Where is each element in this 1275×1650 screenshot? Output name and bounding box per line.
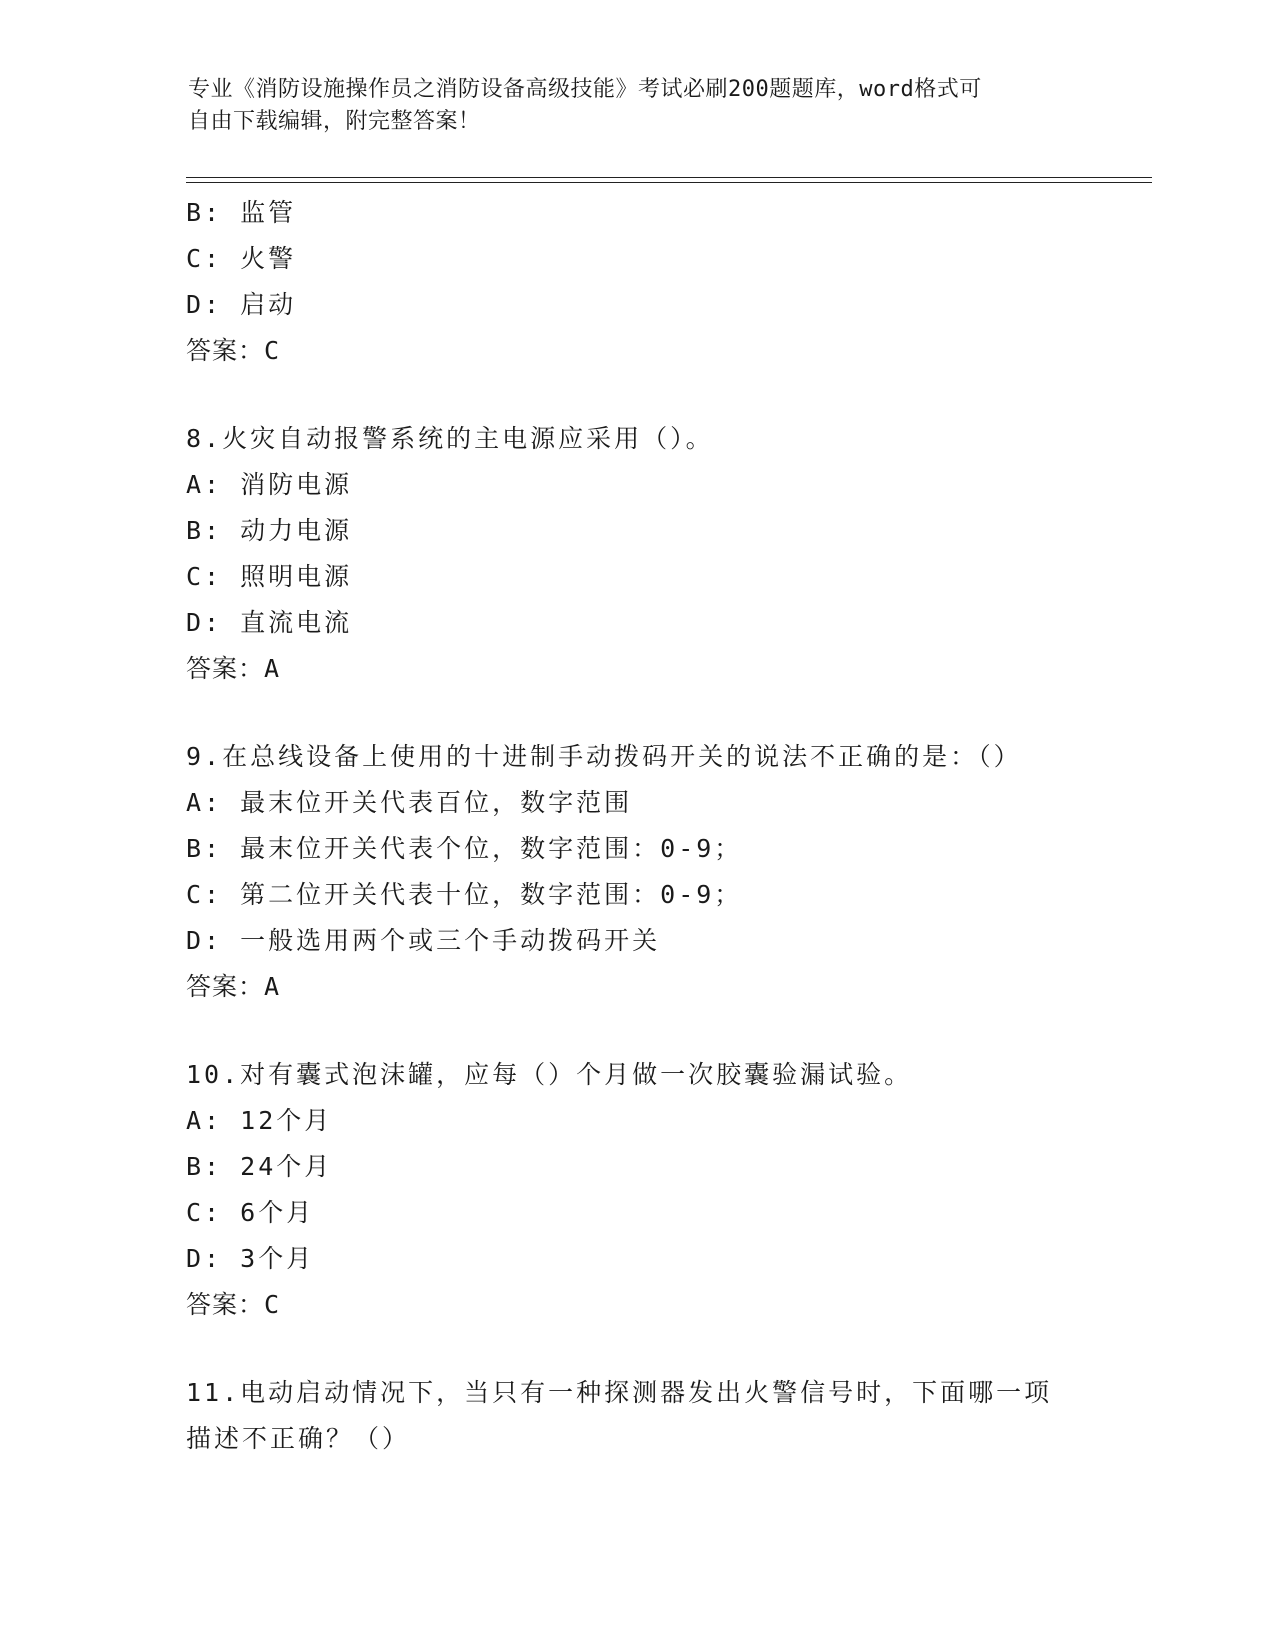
option-d: D: 启动 bbox=[186, 290, 297, 319]
header-divider-bottom bbox=[186, 182, 1152, 183]
option-d: D: 直流电流 bbox=[186, 608, 353, 637]
question-list bbox=[186, 190, 1126, 1462]
question-stem: 9.在总线设备上使用的十进制手动拨码开关的说法不正确的是：（） bbox=[186, 742, 1022, 771]
option-b: B: 动力电源 bbox=[186, 516, 353, 545]
answer: 答案：A bbox=[186, 654, 281, 683]
option-d: D: 一般选用两个或三个手动拨码开关 bbox=[186, 926, 661, 955]
option-c: C: 火警 bbox=[186, 244, 297, 273]
answer: 答案：C bbox=[186, 1290, 281, 1319]
header-line-2: 自由下载编辑，附完整答案！ bbox=[188, 109, 481, 134]
question-stem-line-2: 描述不正确？（） bbox=[186, 1424, 411, 1453]
question-8 bbox=[186, 416, 1126, 692]
document-header bbox=[188, 74, 1068, 138]
option-a: A: 12个月 bbox=[186, 1106, 333, 1135]
question-10 bbox=[186, 1052, 1126, 1328]
question-11 bbox=[186, 1370, 1126, 1462]
option-a: A: 最末位开关代表百位，数字范围 bbox=[186, 788, 633, 817]
question-9 bbox=[186, 734, 1126, 1010]
question-stem: 10.对有囊式泡沫罐，应每（）个月做一次胶囊验漏试验。 bbox=[186, 1060, 913, 1089]
question-7-tail bbox=[186, 190, 1126, 374]
option-c: C: 6个月 bbox=[186, 1198, 315, 1227]
option-b: B: 24个月 bbox=[186, 1152, 333, 1181]
option-c: C: 第二位开关代表十位，数字范围：0-9； bbox=[186, 880, 743, 909]
header-line-1: 专业《消防设施操作员之消防设备高级技能》考试必刷200题题库，word格式可 bbox=[188, 77, 982, 102]
question-stem-line-1: 11.电动启动情况下，当只有一种探测器发出火警信号时，下面哪一项 bbox=[186, 1378, 1053, 1407]
option-d: D: 3个月 bbox=[186, 1244, 315, 1273]
answer: 答案：C bbox=[186, 336, 281, 365]
option-a: A: 消防电源 bbox=[186, 470, 353, 499]
option-b: B: 监管 bbox=[186, 198, 297, 227]
option-c: C: 照明电源 bbox=[186, 562, 353, 591]
answer: 答案：A bbox=[186, 972, 281, 1001]
header-divider-top bbox=[186, 177, 1152, 178]
question-stem: 8.火灾自动报警系统的主电源应采用（）。 bbox=[186, 424, 714, 453]
option-b: B: 最末位开关代表个位，数字范围：0-9； bbox=[186, 834, 743, 863]
